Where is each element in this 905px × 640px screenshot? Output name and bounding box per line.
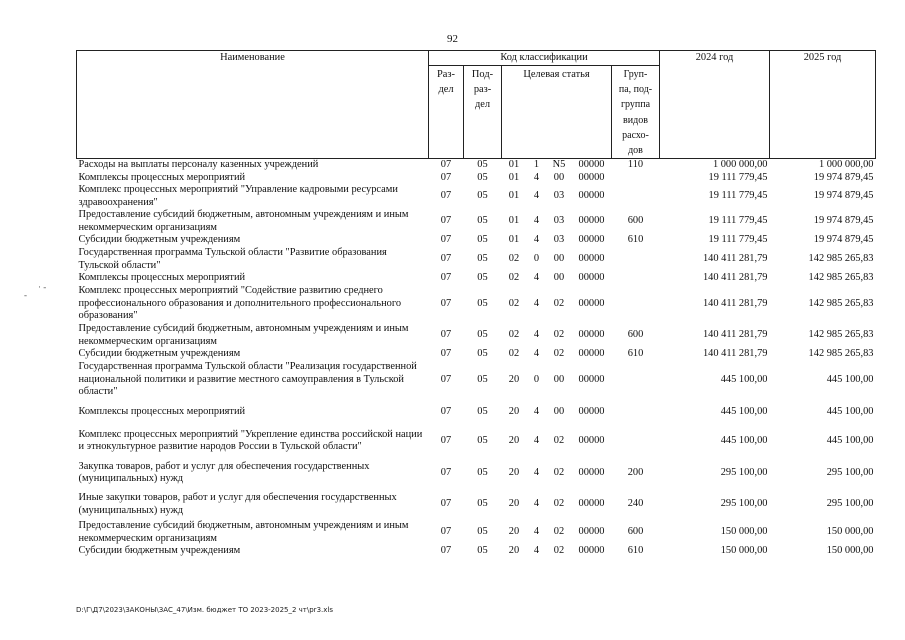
row-target-type: 4 (533, 526, 540, 538)
row-target-type: 1 (533, 159, 540, 171)
row-expense-group: 610 (627, 348, 644, 360)
row-target-type: 4 (533, 329, 540, 341)
row-amount-2025: 19 974 879,45 (813, 190, 874, 202)
row-target-type: 4 (533, 190, 540, 202)
row-section: 07 (440, 159, 452, 171)
row-section: 07 (440, 253, 452, 265)
row-target-type: 4 (533, 498, 540, 510)
row-target-program: 20 (508, 545, 520, 557)
row-name: Государственная программа Тульской области "Реализация государственной национальной политики и развитие местного самоуправления в Тульской области" (78, 361, 417, 398)
row-target-subtype: N5 (552, 159, 566, 171)
row-amount-2024: 19 111 779,45 (708, 190, 768, 202)
row-expense-group (612, 399, 660, 425)
row-target-code: 00000 (578, 215, 605, 227)
row-name: Закупка товаров, работ и услуг для обеспечения государственных (муниципальных) нужд (78, 460, 370, 485)
row-amount-2024: 1 000 000,00 (712, 159, 768, 171)
row-name: Комплекс процессных мероприятий "Управление кадровыми ресурсами здравоохранения" (78, 184, 398, 208)
row-target-program: 20 (508, 526, 520, 538)
row-expense-group (612, 247, 660, 272)
header-subsection: Под- раз- дел (464, 66, 502, 159)
row-expense-group: 110 (627, 159, 644, 171)
row-amount-2025: 445 100,00 (826, 405, 874, 417)
row-expense-group (612, 272, 660, 285)
row-amount-2025: 150 000,00 (826, 526, 874, 538)
row-target-program: 02 (508, 348, 520, 360)
row-target-program: 01 (508, 190, 520, 202)
row-target-program: 20 (508, 466, 520, 478)
row-section: 07 (440, 405, 452, 417)
row-target-program: 20 (508, 373, 520, 385)
row-name: Предоставление субсидий бюджетным, автономным учреждениям и иным некоммерческим организациям (78, 209, 409, 233)
row-section: 07 (440, 190, 452, 202)
row-target-subtype: 00 (553, 253, 565, 265)
row-amount-2025: 19 974 879,45 (813, 215, 874, 227)
row-subsection: 05 (477, 434, 488, 446)
row-subsection: 05 (477, 171, 488, 183)
table-row (77, 323, 876, 348)
row-target-subtype: 03 (553, 190, 565, 202)
table-row (77, 489, 876, 520)
row-section: 07 (440, 348, 452, 360)
scan-artifact: · ‐ (38, 282, 47, 292)
table-row (77, 457, 876, 489)
row-section: 07 (440, 297, 452, 309)
row-section: 07 (440, 171, 452, 183)
row-section: 07 (440, 215, 452, 227)
row-subsection: 05 (477, 466, 488, 478)
footer-file-path: D:\Г\Д7\2023\ЗАКОНЫ\ЗАС_47\Изм. бюджет ТО 2023-2025_2 чт\pr3.xls (76, 606, 333, 614)
row-amount-2024: 150 000,00 (720, 526, 768, 538)
row-amount-2025: 142 985 265,83 (808, 253, 874, 265)
row-subsection: 05 (477, 253, 488, 265)
row-target-code: 00000 (578, 297, 605, 309)
table-row (77, 234, 876, 247)
row-amount-2024: 295 100,00 (720, 466, 768, 478)
row-section: 07 (440, 526, 452, 538)
row-name: Иные закупки товаров, работ и услуг для обеспечения государственных (муниципальных) нужд (78, 492, 397, 516)
table-row (77, 348, 876, 361)
row-expense-group: 600 (627, 526, 644, 538)
row-subsection: 05 (477, 498, 488, 510)
row-subsection: 05 (477, 405, 488, 417)
row-amount-2024: 445 100,00 (720, 405, 768, 417)
row-target-program: 02 (508, 253, 520, 265)
row-expense-group (612, 184, 660, 209)
row-name: Субсидии бюджетным учреждениям (78, 545, 241, 557)
row-target-code: 00000 (578, 466, 605, 478)
row-expense-group: 610 (627, 234, 644, 246)
row-amount-2024: 140 411 281,79 (702, 348, 768, 360)
row-target-subtype: 00 (553, 171, 565, 183)
row-target-code: 00000 (578, 253, 605, 265)
row-target-code: 00000 (578, 545, 605, 557)
row-amount-2024: 445 100,00 (720, 434, 768, 446)
table-row (77, 520, 876, 545)
row-section: 07 (440, 545, 452, 557)
row-target-program: 02 (508, 329, 520, 341)
row-amount-2024: 19 111 779,45 (708, 215, 768, 227)
row-name: Субсидии бюджетным учреждениям (78, 234, 241, 246)
header-code-group: Код классификации (429, 51, 660, 66)
row-target-code: 00000 (578, 348, 605, 360)
header-2025: 2025 год (770, 51, 876, 159)
row-amount-2024: 150 000,00 (720, 545, 768, 557)
row-target-code: 00000 (578, 329, 605, 341)
row-target-subtype: 03 (553, 234, 565, 246)
row-amount-2024: 140 411 281,79 (702, 297, 768, 309)
row-amount-2025: 295 100,00 (826, 498, 874, 510)
table-row (77, 425, 876, 457)
budget-table (76, 50, 876, 558)
row-amount-2025: 19 974 879,45 (813, 171, 874, 183)
row-expense-group: 600 (627, 215, 644, 227)
row-name: Комплекс процессных мероприятий "Укрепление единства российской нации и этнокультурное развитие народов России в Тульской области" (78, 428, 423, 453)
row-expense-group (612, 425, 660, 457)
table-row (77, 285, 876, 323)
scan-artifact: ‐ (24, 290, 27, 300)
row-section: 07 (440, 272, 452, 284)
row-target-type: 4 (533, 215, 540, 227)
row-amount-2024: 140 411 281,79 (702, 272, 768, 284)
row-target-subtype: 00 (553, 405, 565, 417)
row-subsection: 05 (477, 272, 488, 284)
row-amount-2025: 445 100,00 (826, 434, 874, 446)
header-2024: 2024 год (660, 51, 770, 159)
row-target-type: 4 (533, 272, 540, 284)
row-expense-group: 600 (627, 329, 644, 341)
row-amount-2024: 19 111 779,45 (708, 171, 768, 183)
row-expense-group (612, 361, 660, 399)
row-target-type: 4 (533, 171, 540, 183)
row-amount-2024: 295 100,00 (720, 498, 768, 510)
row-target-subtype: 02 (553, 526, 565, 538)
row-target-program: 01 (508, 234, 520, 246)
row-target-code: 00000 (578, 171, 605, 183)
row-target-subtype: 02 (553, 545, 565, 557)
row-amount-2025: 142 985 265,83 (808, 272, 874, 284)
row-target-subtype: 00 (553, 373, 565, 385)
header-name: Наименование (77, 51, 429, 159)
row-name: Комплексы процессных мероприятий (78, 405, 246, 417)
header-section: Раз- дел (429, 66, 464, 159)
row-target-type: 0 (533, 253, 540, 265)
row-section: 07 (440, 373, 452, 385)
table-row (77, 172, 876, 185)
row-subsection: 05 (477, 545, 488, 557)
row-amount-2024: 445 100,00 (720, 373, 768, 385)
row-subsection: 05 (477, 526, 488, 538)
row-expense-group: 200 (627, 466, 644, 478)
header-group: Груп- па, под- группа видов расхо- дов (612, 66, 660, 159)
row-target-code: 00000 (578, 272, 605, 284)
row-target-type: 4 (533, 434, 540, 446)
row-name: Предоставление субсидий бюджетным, автономным учреждениям и иным некоммерческим организациям (78, 323, 409, 347)
row-target-program: 20 (508, 405, 520, 417)
row-target-code: 00000 (578, 159, 605, 171)
row-target-subtype: 00 (553, 272, 565, 284)
row-amount-2025: 150 000,00 (826, 545, 874, 557)
row-subsection: 05 (477, 190, 488, 202)
row-target-type: 4 (533, 405, 540, 417)
row-amount-2025: 142 985 265,83 (808, 329, 874, 341)
row-target-code: 00000 (578, 373, 605, 385)
page-number: 92 (447, 33, 458, 45)
row-section: 07 (440, 466, 452, 478)
row-target-code: 00000 (578, 498, 605, 510)
table-row (77, 272, 876, 285)
row-name: Расходы на выплаты персоналу казенных учреждений (78, 159, 319, 171)
row-target-subtype: 02 (553, 348, 565, 360)
row-amount-2025: 1 000 000,00 (818, 159, 874, 171)
row-subsection: 05 (477, 297, 488, 309)
row-subsection: 05 (477, 329, 488, 341)
header-target: Целевая статья (502, 66, 612, 159)
row-subsection: 05 (477, 159, 488, 171)
row-name: Предоставление субсидий бюджетным, автономным учреждениям и иным некоммерческим организациям (78, 520, 409, 544)
row-target-program: 01 (508, 215, 520, 227)
row-target-code: 00000 (578, 526, 605, 538)
row-name: Комплекс процессных мероприятий "Содействие развитию среднего профессионального образования и дополнительного профессионального образования" (78, 285, 402, 322)
table-row (77, 247, 876, 272)
row-target-program: 20 (508, 498, 520, 510)
table-row (77, 545, 876, 558)
table-row (77, 209, 876, 234)
row-target-subtype: 02 (553, 434, 565, 446)
row-target-program: 20 (508, 434, 520, 446)
row-target-subtype: 02 (553, 498, 565, 510)
row-section: 07 (440, 234, 452, 246)
row-target-subtype: 02 (553, 329, 565, 341)
row-amount-2025: 142 985 265,83 (808, 348, 874, 360)
row-subsection: 05 (477, 234, 488, 246)
row-amount-2024: 140 411 281,79 (702, 329, 768, 341)
row-name: Комплексы процессных мероприятий (78, 171, 246, 183)
row-target-subtype: 02 (553, 297, 565, 309)
table-header (77, 51, 876, 159)
row-target-type: 0 (533, 373, 540, 385)
row-target-program: 02 (508, 297, 520, 309)
row-target-subtype: 02 (553, 466, 565, 478)
row-section: 07 (440, 329, 452, 341)
row-target-program: 01 (508, 171, 520, 183)
row-target-subtype: 03 (553, 215, 565, 227)
row-target-type: 4 (533, 234, 540, 246)
row-subsection: 05 (477, 373, 488, 385)
table-row (77, 184, 876, 209)
row-target-code: 00000 (578, 190, 605, 202)
table-row (77, 159, 876, 172)
row-name: Комплексы процессных мероприятий (78, 272, 246, 284)
row-amount-2025: 19 974 879,45 (813, 234, 874, 246)
table-body (77, 159, 876, 559)
row-expense-group (612, 172, 660, 185)
row-amount-2025: 142 985 265,83 (808, 297, 874, 309)
row-target-code: 00000 (578, 234, 605, 246)
row-target-code: 00000 (578, 405, 605, 417)
row-section: 07 (440, 434, 452, 446)
row-target-type: 4 (533, 348, 540, 360)
row-amount-2024: 19 111 779,45 (708, 234, 768, 246)
row-expense-group: 610 (627, 545, 644, 557)
row-amount-2024: 140 411 281,79 (702, 253, 768, 265)
row-target-type: 4 (533, 297, 540, 309)
row-target-type: 4 (533, 545, 540, 557)
row-amount-2025: 295 100,00 (826, 466, 874, 478)
row-amount-2025: 445 100,00 (826, 373, 874, 385)
row-target-type: 4 (533, 466, 540, 478)
row-name: Субсидии бюджетным учреждениям (78, 348, 241, 360)
table-row (77, 361, 876, 399)
row-section: 07 (440, 498, 452, 510)
row-subsection: 05 (477, 348, 488, 360)
row-subsection: 05 (477, 215, 488, 227)
row-expense-group (612, 285, 660, 323)
row-target-code: 00000 (578, 434, 605, 446)
row-expense-group: 240 (627, 498, 644, 510)
row-target-program: 01 (508, 159, 520, 171)
table-row (77, 399, 876, 425)
row-target-program: 02 (508, 272, 520, 284)
row-name: Государственная программа Тульской области "Развитие образования Тульской области" (78, 247, 387, 271)
